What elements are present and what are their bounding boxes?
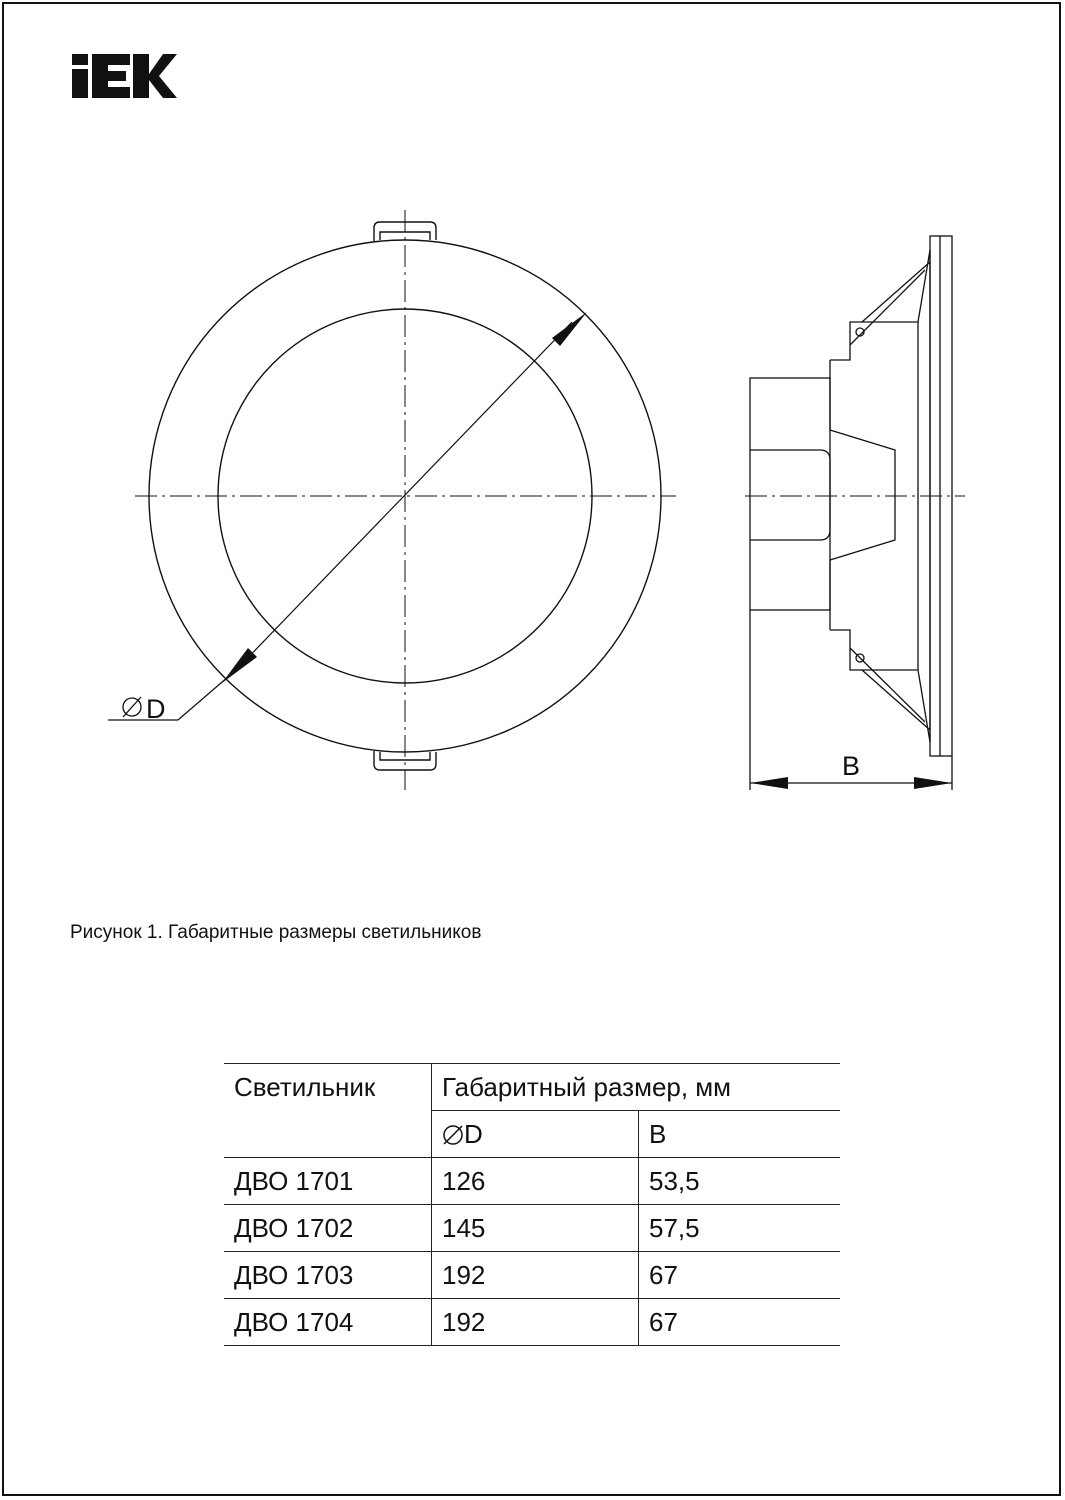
side-body (750, 378, 830, 610)
b-label: B (842, 751, 861, 781)
table-header-row (224, 1064, 840, 1111)
table-row: ДВО 1704 192 67 (224, 1299, 840, 1346)
diameter-label: D (146, 694, 166, 724)
dimensions-table (224, 1063, 840, 1346)
diameter-icon (442, 1124, 464, 1146)
table-row: ДВО 1702 145 57,5 (224, 1205, 840, 1252)
subheader-d: D (432, 1111, 639, 1158)
table-row: ДВО 1701 126 53,5 (224, 1158, 840, 1205)
header-product: Светильник (224, 1064, 432, 1158)
figure-caption: Рисунок 1. Габаритные размеры светильников (70, 922, 482, 943)
table-row: ДВО 1703 192 67 (224, 1252, 840, 1299)
subheader-b: B (639, 1111, 841, 1158)
header-dimensions: Габаритный размер, мм (432, 1064, 841, 1111)
